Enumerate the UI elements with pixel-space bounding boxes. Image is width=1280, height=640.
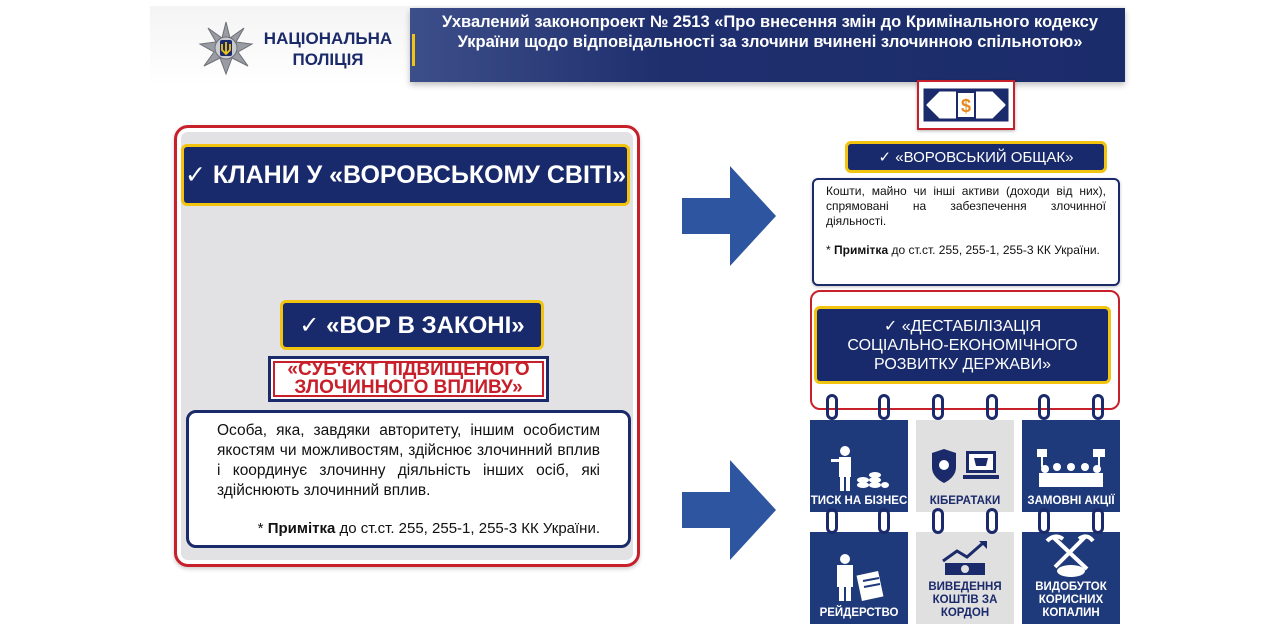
binder-ring-icon xyxy=(986,508,998,534)
obshak-heading: ✓ «ВОРОВСЬКИЙ ОБЩАК» xyxy=(845,141,1107,173)
tile-business-pressure xyxy=(810,420,908,512)
obshak-note-prefix: * xyxy=(826,243,835,257)
binder-ring-icon xyxy=(826,394,838,420)
note-bold: Примітка xyxy=(267,520,336,537)
arrow-right-icon xyxy=(682,166,776,266)
arrow-right-icon xyxy=(682,460,776,560)
tile-label: РЕЙДЕРСТВО xyxy=(819,607,899,619)
binder-ring-icon xyxy=(932,508,944,534)
logo-separator xyxy=(412,34,415,66)
businessman-coins-icon xyxy=(829,445,889,491)
binder-ring-icon xyxy=(986,394,998,420)
note-rest: до ст.ст. 255, 255-1, 255-3 КК України. xyxy=(335,520,600,537)
cyber-shield-icon xyxy=(930,445,1000,491)
binder-ring-icon xyxy=(1038,508,1050,534)
clans-heading: ✓ КЛАНИ У «ВОРОВСЬКОМУ СВІТІ» xyxy=(181,144,630,206)
tile-ordered-actions xyxy=(1022,420,1120,512)
money-out-icon xyxy=(935,537,995,577)
obshak-definition-box xyxy=(812,178,1120,286)
binder-ring-icon xyxy=(826,508,838,534)
subject-line-2: ЗЛОЧИННОГО ВПЛИВУ» xyxy=(294,377,523,398)
logo-line-1: НАЦІОНАЛЬНА xyxy=(263,29,393,48)
tile-raiding xyxy=(810,532,908,624)
note-prefix: * xyxy=(257,520,268,537)
obshak-definition-text: Кошти, майно чи інші активи (доходи від них), спрямовані на забезпечення злочинної діяльності. xyxy=(826,184,1106,228)
tile-cyberattacks xyxy=(916,420,1014,512)
tile-label: ВИВЕДЕННЯ КОШТІВ ЗА КОРДОН xyxy=(928,581,1002,619)
binder-ring-icon xyxy=(878,508,890,534)
tile-label: КІБЕРАТАКИ xyxy=(929,495,1001,507)
destabilization-heading xyxy=(814,306,1111,384)
binder-ring-icon xyxy=(878,394,890,420)
destab-line-3: РОЗВИТКУ ДЕРЖАВИ» xyxy=(874,355,1051,373)
crowd-protest-icon xyxy=(1033,445,1109,491)
definition-text: Особа, яка, завдяки авторитету, іншим особистим якостям чи можливостям, здійснює злочинний вплив і координує злочинну діяльність інших осіб, які здійснюють злочинний вплив. xyxy=(217,422,600,499)
tile-label: ЗАМОВНІ АКЦІЇ xyxy=(1027,495,1115,507)
tile-label: ВИДОБУТОК КОРИСНИХ КОПАЛИН xyxy=(1035,581,1107,619)
tile-mineral-extraction xyxy=(1022,532,1120,624)
vor-v-zakoni-heading: ✓ «ВОР В ЗАКОНІ» xyxy=(280,300,544,350)
logo-text xyxy=(258,28,398,70)
subject-line-1: «СУБ'ЄКТ ПІДВИЩЕНОГО xyxy=(287,359,530,380)
police-star-logo-icon xyxy=(198,20,254,76)
page-title: Ухвалений законопроект № 2513 «Про внесення змін до Кримінального кодексу України щодо відповідальності за злочини вчинені злочинною спільнотою» xyxy=(442,13,1098,51)
money-icon-box xyxy=(917,80,1015,130)
raider-document-icon xyxy=(829,553,889,603)
destab-line-1: ✓ «ДЕСТАБІЛІЗАЦІЯ xyxy=(883,317,1042,335)
obshak-note xyxy=(826,243,1106,258)
binder-ring-icon xyxy=(1092,508,1104,534)
obshak-note-rest: до ст.ст. 255, 255-1, 255-3 КК України. xyxy=(888,243,1100,257)
definition-box xyxy=(186,410,631,548)
tile-capital-flight xyxy=(916,532,1014,624)
binder-ring-icon xyxy=(1038,394,1050,420)
svg-text:$: $ xyxy=(960,96,972,116)
subject-heading xyxy=(268,361,549,397)
binder-ring-icon xyxy=(932,394,944,420)
mining-icon xyxy=(1041,533,1101,577)
destab-line-2: СОЦІАЛЬНО-ЕКОНОМІЧНОГО xyxy=(847,336,1078,354)
banknote-icon xyxy=(919,82,1013,128)
binder-ring-icon xyxy=(1092,394,1104,420)
tile-label: ТИСК НА БІЗНЕС xyxy=(810,495,908,507)
definition-note xyxy=(217,519,600,539)
logo-line-2: ПОЛІЦІЯ xyxy=(292,50,364,69)
obshak-note-bold: Примітка xyxy=(834,243,889,257)
